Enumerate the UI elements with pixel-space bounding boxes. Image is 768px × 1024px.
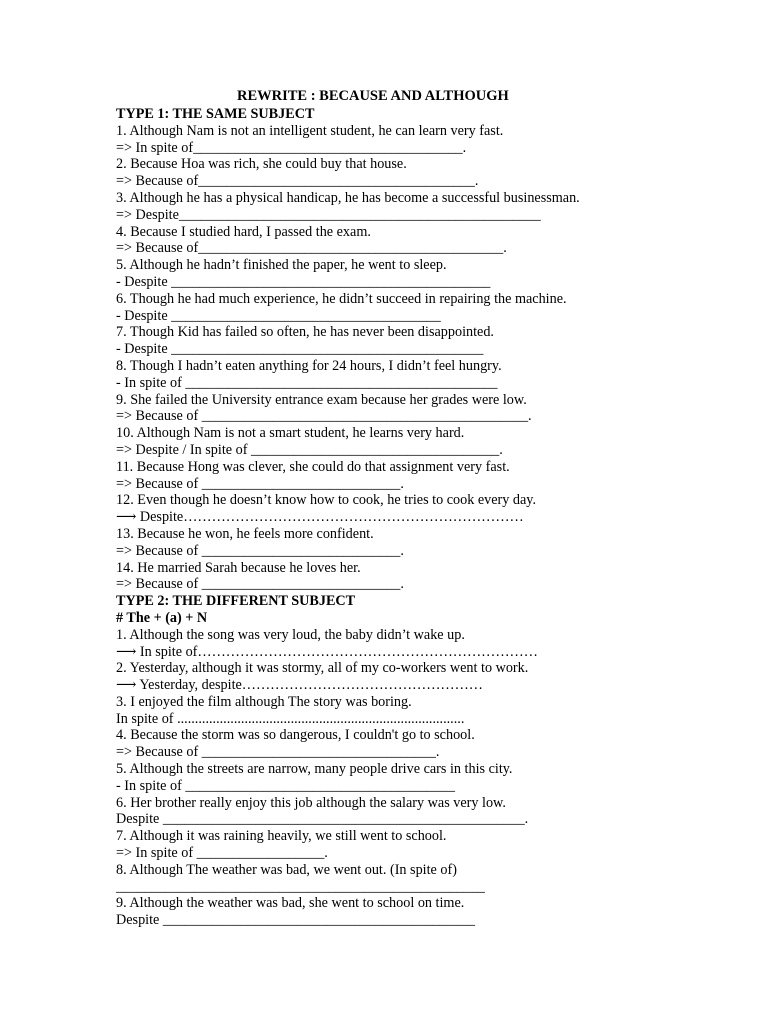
worksheet-line: In spite of ................................................................................. xyxy=(116,710,465,727)
page-title: REWRITE : BECAUSE AND ALTHOUGH xyxy=(237,88,509,104)
worksheet-line: 2. Because Hoa was rich, she could buy that house. xyxy=(116,156,407,173)
worksheet-line: => Because of ______________________________________________. xyxy=(116,408,532,425)
worksheet-line: 9. Although the weather was bad, she went to school on time. xyxy=(116,895,465,912)
worksheet-line: Despite ____________________________________________ xyxy=(116,912,476,929)
worksheet-line: 5. Although he hadn’t finished the paper, he went to sleep. xyxy=(116,257,447,274)
worksheet-line: 12. Even though he doesn’t know how to cook, he tries to cook every day. xyxy=(116,492,537,509)
worksheet-line: 7. Though Kid has failed so often, he has never been disappointed. xyxy=(116,324,494,341)
worksheet-line: 4. Because the storm was so dangerous, I couldn't go to school. xyxy=(116,727,475,744)
worksheet-line: 8. Although The weather was bad, we went out. (In spite of) xyxy=(116,861,457,878)
worksheet-line: => Because of ____________________________. xyxy=(116,542,404,559)
worksheet-line: ⟶ Yesterday, despite…………………………………………… xyxy=(116,677,483,694)
worksheet-line: ⟶ Despite……………………………………………………………… xyxy=(116,509,524,526)
section-heading: TYPE 2: THE DIFFERENT SUBJECT xyxy=(116,593,356,610)
worksheet-line: 3. Although he has a physical handicap, he has become a successful businessman. xyxy=(116,189,580,206)
worksheet-line: ____________________________________________________ xyxy=(116,878,485,895)
worksheet-line: 2. Yesterday, although it was stormy, all of my co-workers went to work. xyxy=(116,660,529,677)
worksheet-line: 8. Though I hadn’t eaten anything for 24 hours, I didn’t feel hungry. xyxy=(116,357,502,374)
worksheet-line: => Despite___________________________________________________ xyxy=(116,206,541,223)
worksheet-line: 14. He married Sarah because he loves her. xyxy=(116,559,361,576)
worksheet-line: 1. Although the song was very loud, the baby didn’t wake up. xyxy=(116,626,465,643)
section-heading: # The + (a) + N xyxy=(116,609,208,626)
worksheet-line: 4. Because I studied hard, I passed the exam. xyxy=(116,223,371,240)
worksheet-line: => Despite / In spite of ___________________________________. xyxy=(116,441,503,458)
worksheet-line: 7. Although it was raining heavily, we still went to school. xyxy=(116,828,447,845)
worksheet-line: 10. Although Nam is not a smart student, he learns very hard. xyxy=(116,425,465,442)
worksheet-line: 9. She failed the University entrance exam because her grades were low. xyxy=(116,391,527,408)
worksheet-line: => Because of ____________________________. xyxy=(116,576,404,593)
worksheet-line: - In spite of ______________________________________ xyxy=(116,777,455,794)
worksheet-line: => Because of ____________________________. xyxy=(116,475,404,492)
worksheet-line: => Because of___________________________________________. xyxy=(116,240,507,257)
worksheet-lines xyxy=(116,106,736,929)
worksheet-line: 3. I enjoyed the film although The story was boring. xyxy=(116,693,412,710)
worksheet-line: 6. Though he had much experience, he didn’t succeed in repairing the machine. xyxy=(116,290,567,307)
worksheet-line: => Because of _________________________________. xyxy=(116,744,440,761)
worksheet-line: 13. Because he won, he feels more confident. xyxy=(116,525,374,542)
worksheet-line: 6. Her brother really enjoy this job although the salary was very low. xyxy=(116,794,506,811)
worksheet-page xyxy=(116,86,736,929)
worksheet-line: 11. Because Hong was clever, she could do that assignment very fast. xyxy=(116,458,510,475)
worksheet-line: - Despite _____________________________________________ xyxy=(116,273,491,290)
worksheet-line: - In spite of ____________________________________________ xyxy=(116,374,498,391)
worksheet-line: - Despite ______________________________________ xyxy=(116,307,441,324)
worksheet-line: ⟶ In spite of……………………………………………………………… xyxy=(116,643,538,660)
worksheet-line: 1. Although Nam is not an intelligent student, he can learn very fast. xyxy=(116,122,504,139)
worksheet-line: 5. Although the streets are narrow, many people drive cars in this city. xyxy=(116,761,513,778)
worksheet-line: => In spite of______________________________________. xyxy=(116,139,467,156)
worksheet-line: => In spite of __________________. xyxy=(116,845,328,862)
worksheet-line: => Because of_______________________________________. xyxy=(116,173,479,190)
worksheet-line: Despite ___________________________________________________. xyxy=(116,811,529,828)
worksheet-line: - Despite ____________________________________________ xyxy=(116,341,484,358)
section-heading: TYPE 1: THE SAME SUBJECT xyxy=(116,106,315,122)
